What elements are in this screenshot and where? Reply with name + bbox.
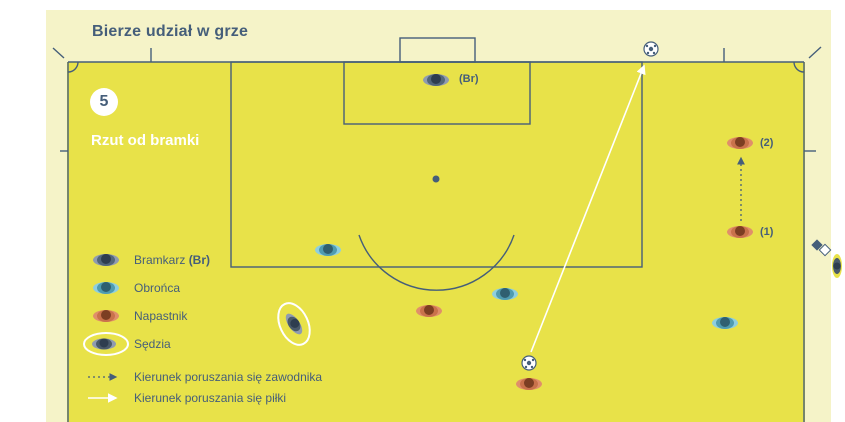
pitch — [67, 62, 805, 422]
legend-ball-movement-label: Kierunek poruszania się piłki — [134, 391, 287, 405]
legend-referee-label: Sędzia — [134, 337, 171, 351]
step-number-badge: 5 — [90, 88, 118, 116]
legend-goalkeeper-name: Bramkarz — [134, 253, 186, 267]
ball-top-icon — [644, 42, 658, 56]
legend-attacker-icon — [93, 310, 119, 322]
attacker-after-icon — [727, 137, 753, 149]
legend-goalkeeper-abbr: (Br) — [188, 253, 211, 267]
goalkeeper-icon — [423, 74, 449, 86]
legend-goalkeeper-label — [134, 253, 210, 267]
defender-icon — [492, 288, 518, 300]
attacker-after-label: (2) — [760, 137, 774, 149]
ball-bottom-icon — [522, 356, 536, 370]
penalty-spot — [433, 176, 440, 183]
attacker-before-label: (1) — [760, 226, 774, 238]
legend-defender-label: Obrońca — [134, 281, 181, 295]
legend-defender-icon — [93, 282, 119, 294]
defender-icon — [712, 317, 738, 329]
legend-player-movement-label: Kierunek poruszania się zawodnika — [134, 370, 323, 384]
attacker-icon — [516, 378, 542, 390]
legend-goalkeeper-icon — [93, 254, 119, 266]
corner-mark-right — [809, 47, 821, 58]
defender-icon — [315, 244, 341, 256]
attacker-before-icon — [727, 226, 753, 238]
assistant-referee-icon — [811, 239, 842, 278]
corner-mark-left — [53, 48, 64, 58]
goal — [400, 38, 475, 62]
page-title: Bierze udział w grze — [92, 23, 249, 40]
attacker-icon — [416, 305, 442, 317]
step-title: Rzut od bramki — [91, 132, 200, 149]
legend-attacker-label: Napastnik — [134, 309, 188, 323]
goalkeeper-label: (Br) — [459, 73, 479, 85]
